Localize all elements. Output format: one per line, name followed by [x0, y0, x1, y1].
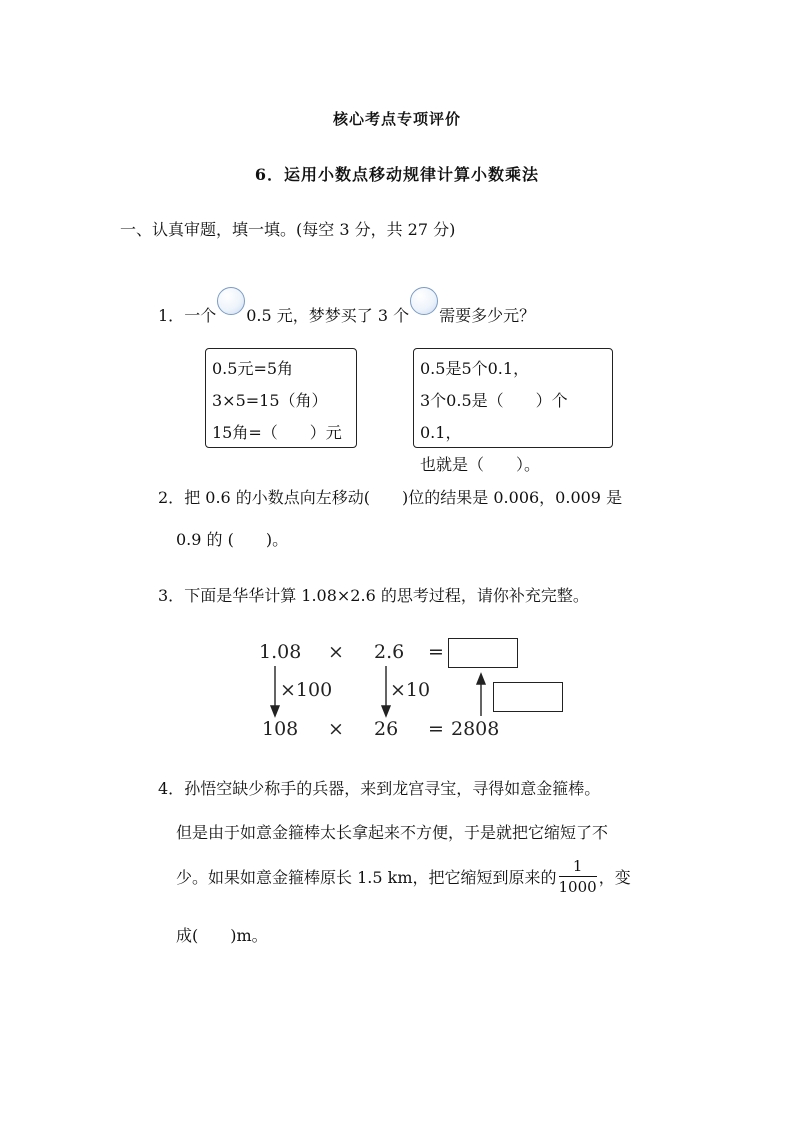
question-4-text-3a: 少。如果如意金箍棒原长 1.5 km，把它缩短到原来的	[176, 868, 557, 887]
diagram-multiplier-b: ×10	[390, 679, 431, 701]
question-4-line-3	[176, 856, 631, 897]
question-2-number: 2．	[158, 488, 185, 507]
method-left-line-1: 0.5元=5角	[212, 359, 294, 378]
coin-icon	[217, 287, 245, 315]
method-box-left	[205, 348, 357, 448]
question-3-number: 3．	[158, 586, 185, 605]
question-2-line-2: 0.9 的 ( )。	[176, 530, 289, 549]
diagram-operand-d: 26	[374, 718, 399, 740]
method-left-line-3: 15角=（ ）元	[212, 423, 342, 442]
question-4-line-2: 但是由于如意金箍棒太长拿起来不方便，于是就把它缩短了不	[176, 823, 609, 842]
question-2-text-1: 把 0.6 的小数点向左移动( )位的结果是 0.006，0.009 是	[184, 488, 623, 507]
question-1-part-b: 0.5 元，梦梦买了 3 个	[246, 306, 410, 325]
diagram-result: 2808	[451, 718, 500, 740]
diagram-multiplier-a: ×100	[280, 679, 333, 701]
question-3-text: 下面是华华计算 1.08×2.6 的思考过程，请你补充完整。	[184, 586, 589, 605]
fraction-one-thousandth	[559, 856, 597, 897]
diagram-answer-box-divisor[interactable]	[493, 682, 563, 712]
method-left-line-2: 3×5=15（角）	[212, 391, 328, 410]
question-1-part-a: 一个	[184, 306, 217, 325]
question-4-line-4: 成( )m。	[176, 926, 268, 945]
question-3	[158, 583, 589, 606]
fraction-numerator: 1	[559, 856, 597, 877]
arrow-down-right	[382, 666, 390, 716]
question-4-text-1: 孙悟空缺少称手的兵器，来到龙宫寻宝，寻得如意金箍棒。	[184, 779, 601, 798]
page-subtitle: 6．运用小数点移动规律计算小数乘法	[254, 165, 540, 184]
method-box-right	[413, 348, 613, 474]
question-1	[158, 287, 535, 326]
question-1-part-c: 需要多少元？	[439, 306, 536, 325]
diagram-equals-2: =	[428, 718, 444, 740]
diagram-times-2: ×	[328, 718, 344, 740]
question-2-line-1	[158, 485, 622, 508]
coin-icon	[410, 287, 438, 315]
method-right-line-3: 也就是（ ）。	[420, 455, 541, 474]
diagram-operand-c: 108	[262, 718, 299, 740]
question-4-number: 4．	[158, 779, 185, 798]
question-4-text-3b: ，变	[598, 868, 631, 887]
diagram-answer-box-product[interactable]	[448, 638, 518, 668]
diagram-equals-1: =	[428, 641, 444, 663]
arrow-down-left	[271, 666, 279, 716]
diagram-operand-a: 1.08	[259, 641, 302, 663]
fraction-denominator: 1000	[558, 878, 597, 896]
arrow-up	[477, 674, 485, 716]
question-1-number: 1．	[158, 306, 185, 325]
method-right-line-2: 3个0.5是（ ）个0.1，	[420, 391, 568, 442]
question-4-line-1	[158, 776, 600, 799]
method-right-line-1: 0.5是5个0.1，	[420, 359, 530, 378]
diagram-operand-b: 2.6	[374, 641, 405, 663]
page-title: 核心考点专项评价	[332, 110, 461, 128]
diagram-times-1: ×	[328, 641, 344, 663]
section-heading: 一、认真审题，填一填。(每空 3 分，共 27 分)	[120, 220, 456, 239]
